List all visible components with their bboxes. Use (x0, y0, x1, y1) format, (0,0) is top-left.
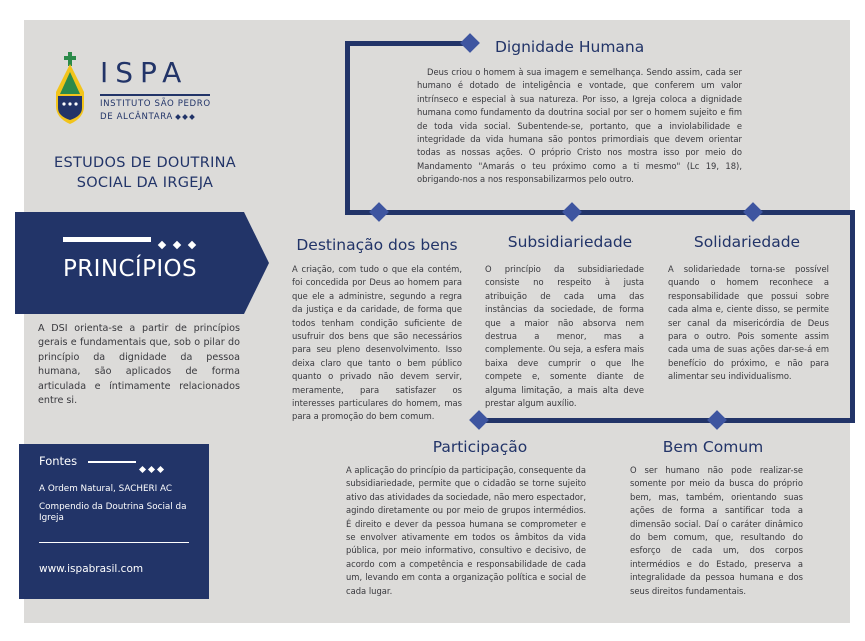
fontes-item: A Ordem Natural, SACHERI AC (39, 484, 173, 494)
logo-wordmark: ISPA (100, 56, 189, 89)
participacao-text: A aplicação do princípio da participação, consequente da subsidiariedade, permite que o cidadão se torne sujeito ativo das atividades da sociedade, não mero espectador, agindo diretamente ou por meio de grupos intermédios. É direito e dever da pessoa humana se comprometer e se envolver ativamente em todos os âmbitos da vida pública, por meio informativo, consultivo e decisivo, de acordo com a competência e responsabilidade de cada um, levando em conta a organização política e social de cada lugar. (346, 465, 586, 596)
logo-subtitle-1: INSTITUTO SÃO PEDRO (100, 99, 211, 109)
destinacao-text: A criação, com tudo o que ela contém, foi concedida por Deus ao homem para que ele a administre, segundo a regra da justiça e da caridade, de forma que todos tenham condição suficiente de usufruir dos bens que são necessários para seu pleno desenvolvimento. Isso deixa claro que tanto o bem público quanto o privado não devem servir, meramente, para satisfazer os interesses particulares do homem, mas para a promoção do bem comum. (292, 264, 462, 422)
fontes-dots (136, 457, 163, 476)
fontes-divider (39, 542, 189, 543)
intro-text: A DSI orienta-se a partir de princípios gerais e fundamentais que, sob o pilar do princípio da dignidade da pessoa humana, são aplicados de forma articulada e íntimamente relacionados entre si. (38, 323, 240, 407)
dignidade-text: Deus criou o homem à sua imagem e semelhança. Sendo assim, cada ser humano é dotado de inteligência e vontade, que conferem um valor intrínseco e especial à sua natureza. Por isso, a Igreja coloca a dignidade humana como fundamento da doutrina social por ser o homem sujeito e fim de toda vida social. Subentende-se, portanto, que a inviolabilidade e integridade da vida humana são pontos primordiais que devem orientar todas as nossas ações. O próprio Cristo nos mostra isso por meio do Mandamento "Amarás o teu próximo como a ti mesmo" (Lc 19, 18), obrigando-nos a nos responsabilizarmos pelo outro. (417, 67, 742, 185)
logo-subtitle-2 (100, 111, 194, 123)
bemcomum-text: O ser humano não pode realizar-se somente por meio da busca do próprio bem, mas, também, orientando suas ações de forma a santificar toda a dimensão social. Daí o caráter dinâmico do bem comum, que, resultando do esforço de cada um, dos corpos intermédios e do Estado, preserva a integralidade da pessoa humana e dos seus direitos fundamentais. (630, 465, 803, 596)
connector-line (850, 210, 855, 423)
subsidiariedade-text: O princípio da subsidiariedade consiste no respeito à justa atribuição de cada uma das instâncias da sociedade, de forma que a maior não absorva nem destrua a menor, mas a complemente. Ou seja, a esfera mais baixa deve cumprir o que lhe compete e, somente diante de alguma limitação, a mais alta deve prestar algum auxílio. (485, 264, 644, 409)
website-link[interactable]: www.ispabrasil.com (39, 563, 144, 575)
logo-emblem-icon (48, 52, 94, 128)
participacao-title: Participação (432, 438, 528, 456)
logo-dots (173, 112, 194, 122)
heading-line-2: SOCIAL DA IRGEJA (76, 175, 214, 191)
logo-rule (100, 94, 210, 96)
banner-title: PRINCÍPIOS (63, 256, 198, 282)
connector-line (478, 418, 855, 423)
fontes-rule (88, 461, 136, 463)
connector-line (345, 41, 465, 46)
connector-line (345, 210, 855, 215)
fontes-title: Fontes (39, 454, 78, 468)
destinacao-title: Destinação dos bens (296, 236, 458, 254)
heading-line-1: ESTUDOS DE DOUTRINA (53, 155, 237, 171)
solidariedade-text: A solidariedade torna-se possível quando o homem reconhece a responsabilidade que possui sobre cada alma e, ciente disso, se permite ser canal da misericórdia de Deus para o outro. Pois somente assim cada uma de suas ações dar-se-á em benefício do próximo, e não para alimentar seu individualismo. (668, 264, 829, 382)
connector-line (345, 41, 350, 215)
fontes-box (19, 444, 209, 599)
logo-subtitle-2-text: DE ALCÂNTARA (100, 112, 173, 122)
subsidiariedade-title: Subsidiariedade (507, 233, 633, 251)
banner-rule (63, 237, 151, 242)
fontes-item: Compendio da Doutrina Social da Igreja (39, 502, 187, 523)
dignidade-title: Dignidade Humana (495, 38, 645, 56)
page-heading (30, 153, 260, 193)
ispa-logo (48, 52, 218, 130)
banner-dots (150, 233, 195, 252)
bemcomum-title: Bem Comum (662, 438, 764, 456)
solidariedade-title: Solidariedade (693, 233, 801, 251)
